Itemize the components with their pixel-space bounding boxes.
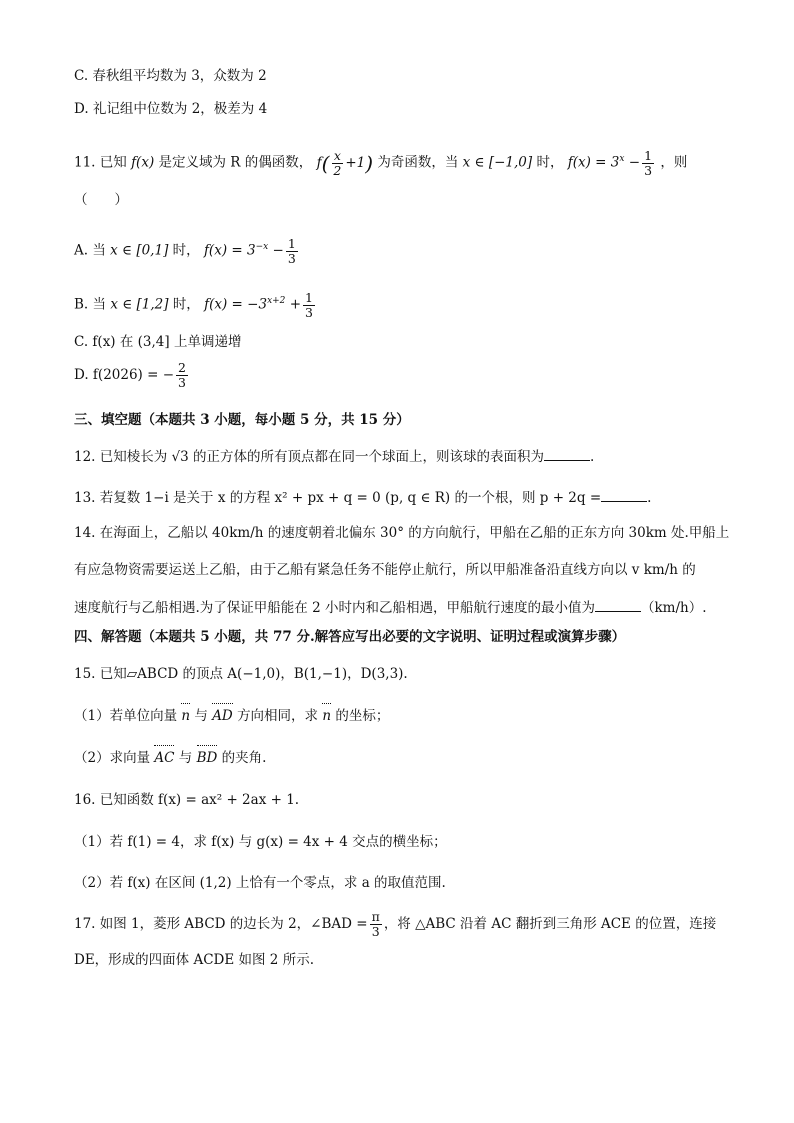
q11-frac-den: 3	[644, 162, 653, 178]
q15-2-end: 的夹角.	[221, 750, 267, 766]
q14-unit: （km/h）.	[640, 600, 707, 616]
q17-text-1: 17. 如图 1，菱形 ABCD 的边长为 2，∠BAD =	[74, 916, 368, 932]
q11-minus: −	[628, 154, 641, 171]
q12-answer-blank[interactable]	[544, 446, 590, 461]
section-4-heading: 四、解答题（本题共 5 小题，共 77 分.解答应写出必要的文字说明、证明过程或演算步骤）	[74, 629, 626, 645]
q11-b-eq: f(x) = −3	[204, 296, 268, 313]
q11-then: ，则	[660, 154, 688, 171]
q15-part-2	[74, 748, 266, 768]
q11-fx: f(x)	[131, 154, 155, 171]
q13	[74, 487, 651, 508]
q15-stem: 15. 已知▱ABCD 的顶点 A(−1,0)，B(1,−1)，D(3,3).	[74, 666, 408, 682]
q11-option-a	[74, 230, 300, 268]
vector-ac: AC	[154, 750, 175, 766]
q11-option-b	[74, 284, 317, 322]
q11-d-num: 2	[178, 360, 186, 375]
q15-1-end: 的坐标；	[335, 708, 390, 724]
q17-line-1	[74, 906, 716, 942]
vector-ad: AD	[212, 708, 233, 724]
q11-b-num: 1	[305, 289, 313, 305]
q16-stem: 16. 已知函数 f(x) = ax² + 2ax + 1.	[74, 792, 300, 808]
q11-b-plus: +	[289, 296, 302, 313]
q13-text: 13. 若复数 1−i 是关于 x 的方程 x² + px + q = 0 (p, q ∈ R) 的一个根，则 p + 2q =	[74, 490, 602, 506]
q11-option-d	[74, 358, 190, 392]
q15-2-pre: （2）求向量	[74, 750, 151, 766]
q11-text-3: 时，	[536, 154, 564, 171]
q11-fraction	[642, 149, 654, 178]
q17-line-2: DE，形成的四面体 ACDE 如图 2 所示.	[74, 952, 314, 968]
q11-b-domain: x ∈ [1,2]	[110, 296, 169, 313]
q12-end: .	[590, 449, 595, 465]
q14-answer-blank[interactable]	[595, 597, 641, 612]
vector-n: n	[181, 708, 191, 724]
q15-1-post: 方向相同，求	[237, 708, 319, 724]
q17-den: 3	[371, 924, 380, 939]
q11-text-2: 为奇函数，当	[377, 154, 459, 171]
q11-stem	[74, 142, 687, 180]
q10-option-c: C. 春秋组平均数为 3，众数为 2	[74, 68, 267, 84]
q17-text-2: ，将 △ABC 沿着 AC 翻折到三角形 ACE 的位置，连接	[383, 916, 717, 932]
q11-frac-num: 1	[644, 147, 653, 163]
q11-a-eq: f(x) = 3	[203, 242, 256, 259]
q11-d-fraction	[176, 361, 188, 390]
q11-b-pre: B. 当	[74, 296, 107, 313]
q16-part-2: （2）若 f(x) 在区间 (1,2) 上恰有一个零点，求 a 的取值范围.	[74, 875, 446, 891]
q11-number: 11. 已知	[74, 154, 127, 171]
section-3-heading: 三、填空题（本题共 3 小题，每小题 5 分，共 15 分）	[74, 412, 410, 428]
q14-line-2: 有应急物资需要运送上乙船，由于乙船有紧急任务不能停止航行，所以甲船准备沿直线方向以 v km/h 的	[74, 562, 696, 578]
q15-part-1	[74, 706, 389, 726]
q13-answer-blank[interactable]	[601, 487, 647, 502]
q11-fx-shift: f( $\frac{x}{2}$ +1)	[316, 147, 374, 178]
q14-line-3	[74, 597, 707, 618]
q11-exp: x	[619, 154, 625, 164]
q12	[74, 446, 594, 467]
q11-a-pre: A. 当	[74, 242, 106, 259]
q11-b-exp: x+2	[267, 296, 286, 306]
q11-d-pre: D. f(2026) = −	[74, 367, 175, 383]
q17-angle-fraction	[370, 910, 382, 939]
q14-line-1: 14. 在海面上，乙船以 40km/h 的速度朝着北偏东 30° 的方向航行，甲船在乙船的正东方向 30km 处.甲船上	[74, 525, 730, 541]
vector-bd: BD	[196, 750, 218, 766]
q14-text: 速度航行与乙船相遇.为了保证甲船能在 2 小时内和乙船相遇，甲船航行速度的最小值为	[74, 600, 595, 616]
q11-a-fraction	[286, 237, 298, 266]
q11-d-den: 3	[178, 375, 186, 390]
q11-a-den: 3	[287, 250, 296, 266]
q11-a-minus: −	[272, 242, 284, 259]
q13-end: .	[647, 490, 652, 506]
q11-a-exp: −x	[255, 242, 269, 252]
q17-num: π	[371, 909, 380, 924]
vector-n-2: n	[322, 708, 332, 724]
q11-domain: x ∈ [−1,0]	[462, 154, 533, 171]
q15-1-mid: 与	[194, 708, 208, 724]
q11-a-mid: 时，	[172, 242, 200, 259]
q16-part-1: （1）若 f(1) = 4，求 f(x) 与 g(x) = 4x + 4 交点的横坐标；	[74, 834, 447, 850]
q11-eq: f(x) = 3	[567, 154, 620, 171]
q10-option-d: D. 礼记组中位数为 2，极差为 4	[74, 101, 268, 117]
q11-a-num: 1	[287, 235, 296, 251]
q11-text-1: 是定义域为 R 的偶函数，	[158, 154, 313, 171]
q11-option-c: C. f(x) 在 (3,4] 上单调递增	[74, 334, 242, 350]
q11-b-fraction	[303, 291, 315, 320]
q11-b-den: 3	[305, 304, 313, 320]
q15-2-mid: 与	[178, 750, 193, 766]
q11-b-mid: 时，	[172, 296, 200, 313]
q11-a-domain: x ∈ [0,1]	[110, 242, 169, 259]
q15-1-pre: （1）若单位向量	[74, 708, 178, 724]
q11-paren: （ ）	[74, 192, 128, 208]
q12-text: 12. 已知棱长为 √3 的正方体的所有顶点都在同一个球面上，则该球的表面积为	[74, 449, 545, 465]
